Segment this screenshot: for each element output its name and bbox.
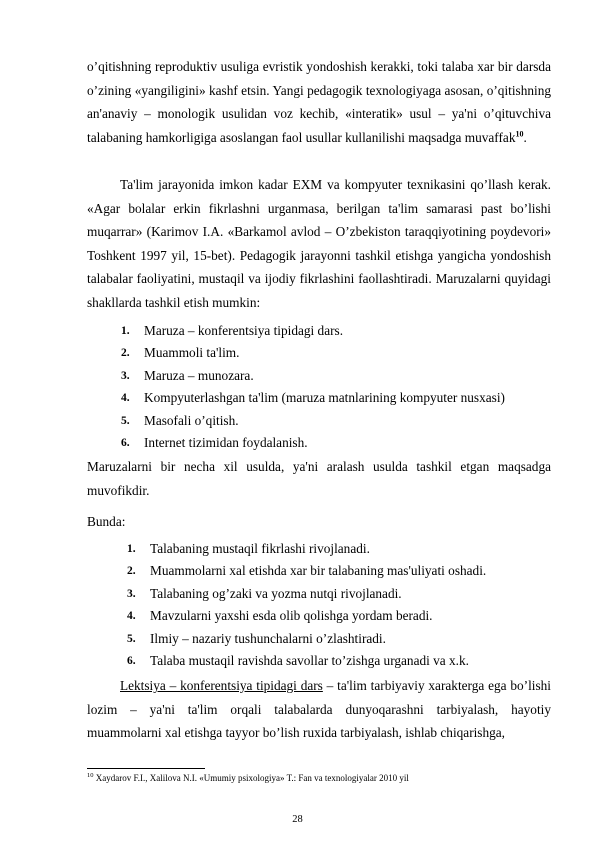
list-item-number: 6. [121,436,130,449]
list-item-number: 1. [121,325,130,337]
list-item-number: 2. [127,565,136,578]
underlined-term: Lektsiya – konferentsiya tipidagi dars [120,678,323,693]
footnote: $^{10}$ Xaydarov F.I., Xalilova N.I. «Umumiy psixologiya» T.: Fan va texnologiyalar 2010 yil [87,772,409,783]
list-item-text: Muammolarni xal etishda xar bir talabaning mas'uliyati oshadi. [150,563,487,579]
list-item-text: Maruza – konferentsiya tipidagi dars. [144,323,344,338]
paragraph-1: o’qitishning reproduktiv usuliga evristik yondoshish kerakki, toki talaba xar bir darsda o’zining «yangiligini» kashf etsin. Yangi pedagogik texnologiyaga asosan, o’qitishning an'anaviy – monologik usulidan voz kechib, «interatik» usul – ya'ni o’qituvchiva talabaning hamkorligiga asoslangan faol usullar kullanilishi maqsadga muvaffak$^{10}$. [87,59,551,145]
list-item-number: 5. [127,632,136,645]
list-item-text: Kompyuterlashgan ta'lim (maruza matnlarining kompyuter nusxasi) [144,390,505,406]
paragraph-4: Lektsiya – konferentsiya tipidagi dars – ta'lim tarbiyaviy xarakterga ega bo’lishi lozim – ya'ni ta'lim orqali talabalarda dunyoqarashni tarbiyalash, hayotiy muammolarni xal etishga tayyor bo’lish ruxida tarbiyalash, ishlab chiqarishga, [87,678,551,741]
list-item-number: 4. [127,610,136,623]
list-item-text: Talabaning og’zaki va yozma nutqi rivojlanadi. [150,585,402,601]
footnote-divider [87,768,205,769]
list-item-text: Ilmiy – nazariy tushunchalarni o’zlashtiradi. [150,630,386,646]
footnote-ref-10[interactable]: 10 [515,129,524,139]
paragraph-3: Maruzalarni bir necha xil usulda, ya'ni aralash usulda tashkil etgan maqsadga muvofikdir. [87,459,551,498]
list-item-number: 6. [127,654,136,667]
list-item-number: 4. [121,392,130,405]
page-number: 28 [292,814,303,825]
paragraph-2: Ta'lim jarayonida imkon kadar EXM va kompyuter texnikasini qo’llash kerak. «Agar bolalar erkin fikrlashni urganmasa, berilgan ta'lim samarasi past bo’lishi muqarrar» (Karimov I.A. «Barkamol avlod – O’zbekiston taraqqiyotining poydevori» Toshkent 1997 yil, 15-bet). Pedagogik jarayonni tashkil etishga yangicha yondoshish talabalar faoliyatini, mustaqil va ijodiy fikrlashini faollashtiradi. Maruzalarni quyidagi shakllarda tashkil etish mumkin: [87,177,551,310]
list-item-text: Masofali o’qitish. [144,412,239,428]
list-item-text: Talaba mustaqil ravishda savollar to’zishga urganadi va x.k. [150,652,469,668]
list-item-text: Internet tizimidan foydalanish. [144,434,308,450]
list-item-number: 5. [121,414,130,427]
list-item-number: 2. [121,347,130,360]
list-item-text: Muammoli ta'lim. [144,345,240,361]
list-item-text: Maruza – munozara. [144,367,254,383]
bunda-label: Bunda: [87,514,126,529]
list-item-number: 3. [127,587,136,600]
list-item-text: Mavzularni yaxshi esda olib qolishga yordam beradi. [150,608,433,624]
list-item-number: 1. [127,543,136,555]
list-item-number: 3. [121,369,130,382]
list-item-text: Talabaning mustaqil fikrlashi rivojlanadi. [150,541,370,556]
